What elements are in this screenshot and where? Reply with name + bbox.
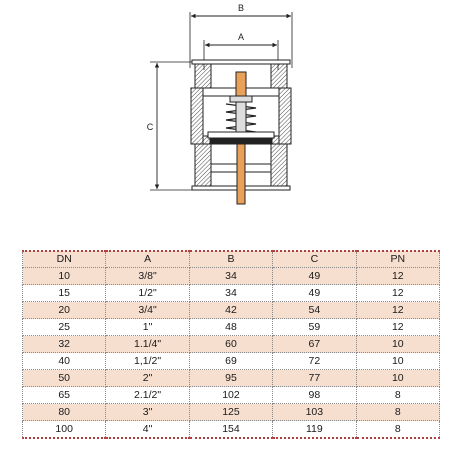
table-row	[23, 285, 440, 302]
cell-b: 102	[189, 387, 272, 404]
header-dn: DN	[23, 251, 106, 268]
cell-pn: 12	[356, 285, 439, 302]
header-b: B	[189, 251, 272, 268]
table-row	[23, 404, 440, 421]
cell-b: 69	[189, 353, 272, 370]
dimension-b-label: B	[237, 3, 245, 13]
cell-a: 3/8"	[106, 268, 189, 285]
table-row	[23, 268, 440, 285]
cell-pn: 10	[356, 353, 439, 370]
cell-b: 42	[189, 302, 272, 319]
cell-pn: 10	[356, 370, 439, 387]
cell-c: 72	[273, 353, 356, 370]
cell-c: 103	[273, 404, 356, 421]
spec-table	[22, 250, 440, 439]
cell-c: 54	[273, 302, 356, 319]
cell-b: 125	[189, 404, 272, 421]
dimension-a-label: A	[237, 32, 245, 42]
cell-c: 119	[273, 421, 356, 439]
cell-a: 1"	[106, 319, 189, 336]
cell-b: 60	[189, 336, 272, 353]
cell-b: 34	[189, 285, 272, 302]
cell-dn: 80	[23, 404, 106, 421]
table-row	[23, 370, 440, 387]
cell-a: 3"	[106, 404, 189, 421]
cell-b: 154	[189, 421, 272, 439]
cell-c: 98	[273, 387, 356, 404]
header-pn: PN	[356, 251, 439, 268]
cell-c: 49	[273, 268, 356, 285]
cell-pn: 8	[356, 387, 439, 404]
valve-mechanism	[208, 72, 274, 204]
table-row	[23, 302, 440, 319]
cell-b: 48	[189, 319, 272, 336]
cell-c: 49	[273, 285, 356, 302]
cell-pn: 12	[356, 319, 439, 336]
cell-dn: 50	[23, 370, 106, 387]
header-a: A	[106, 251, 189, 268]
cell-dn: 20	[23, 302, 106, 319]
table-row	[23, 336, 440, 353]
cell-dn: 65	[23, 387, 106, 404]
cell-dn: 25	[23, 319, 106, 336]
table-header-row	[23, 251, 440, 268]
cell-dn: 32	[23, 336, 106, 353]
table-row	[23, 353, 440, 370]
cell-b: 34	[189, 268, 272, 285]
cell-dn: 15	[23, 285, 106, 302]
table-row	[23, 387, 440, 404]
cell-c: 59	[273, 319, 356, 336]
dimension-c-label: C	[146, 122, 154, 132]
table-row	[23, 319, 440, 336]
header-c: C	[273, 251, 356, 268]
cell-dn: 10	[23, 268, 106, 285]
table-row	[23, 421, 440, 439]
cell-a: 1/2"	[106, 285, 189, 302]
dimension-c	[147, 62, 192, 190]
cell-a: 1,1/2"	[106, 353, 189, 370]
cell-pn: 12	[356, 268, 439, 285]
cell-b: 95	[189, 370, 272, 387]
cell-a: 2"	[106, 370, 189, 387]
cell-pn: 10	[356, 336, 439, 353]
cell-pn: 12	[356, 302, 439, 319]
cell-a: 3/4"	[106, 302, 189, 319]
cell-a: 4"	[106, 421, 189, 439]
cell-pn: 8	[356, 404, 439, 421]
cell-a: 1.1/4"	[106, 336, 189, 353]
cell-a: 2.1/2"	[106, 387, 189, 404]
cell-dn: 40	[23, 353, 106, 370]
cell-c: 67	[273, 336, 356, 353]
cell-c: 77	[273, 370, 356, 387]
cell-pn: 8	[356, 421, 439, 439]
cell-dn: 100	[23, 421, 106, 439]
